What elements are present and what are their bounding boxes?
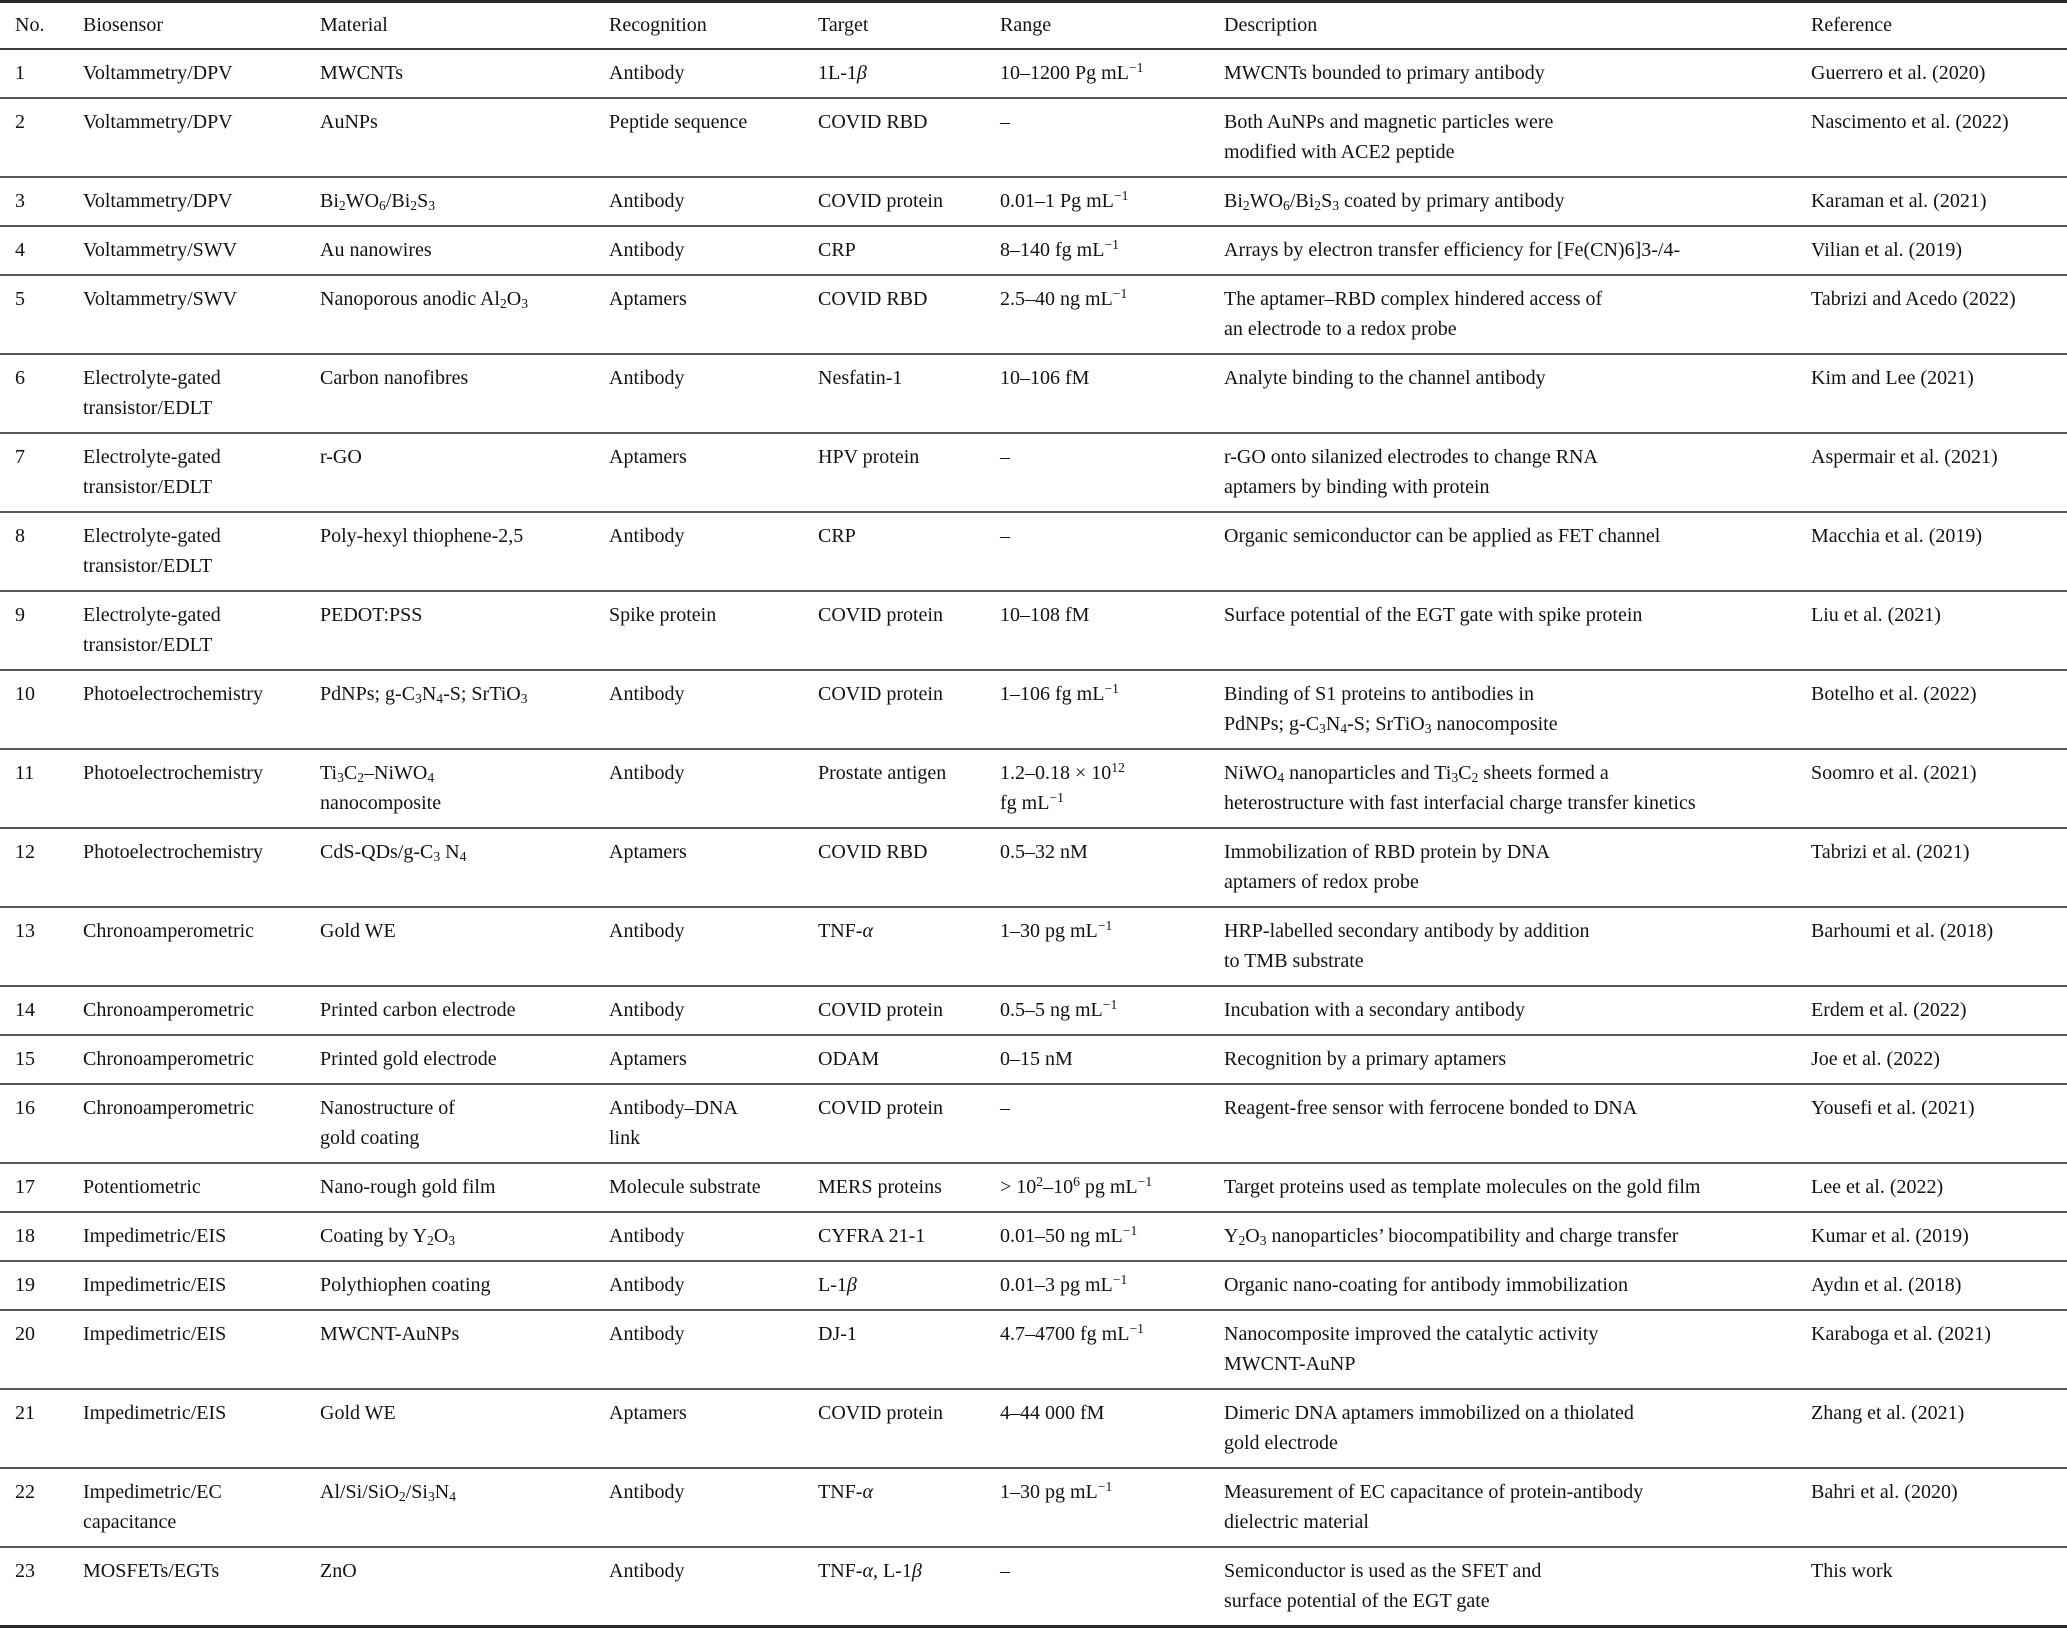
cell-range: 1–106 fg $mL^{-1}$ [1000,681,1119,705]
cell-no: 18 [15,1225,35,1247]
cell-description: Analyte binding to the channel antibody [1224,367,1546,389]
column-header-no: No. [15,14,45,36]
table-row [0,828,2067,907]
cell-no: 16 [15,1097,35,1119]
cell-description: Both AuNPs and magnetic particles were modified with ACE2 peptide [1224,111,1554,163]
cell-no: 3 [15,190,25,212]
cell-biosensor: Chronoamperometric [83,1048,255,1070]
cell-biosensor: Impedimetric/EIS [83,1225,227,1247]
cell-material: MWCNT-AuNPs [320,1323,460,1345]
cell-range: 4.7–4700 fg $mL^{-1}$ [1000,1321,1144,1345]
cell-recognition: Antibody [609,1560,685,1582]
cell-no: 15 [15,1048,35,1070]
cell-material: Gold WE [320,920,396,942]
cell-no: 21 [15,1402,35,1424]
cell-target: COVID RBD [818,841,928,863]
cell-range: 10–1200 Pg $mL^{-1}$ [1000,60,1144,84]
cell-recognition: Antibody [609,525,685,547]
table-row [0,1547,2067,1627]
cell-recognition: Antibody–DNA link [609,1097,738,1149]
cell-range: 2.5–40 ng $mL^{-1}$ [1000,286,1128,310]
column-header-description: Description [1224,14,1318,36]
cell-no: 8 [15,525,25,547]
cell-range: – [1000,111,1010,133]
cell-reference: Guerrero et al. (2020) [1811,62,1986,84]
table-row [0,98,2067,177]
cell-target: L-1β [818,1274,857,1296]
table-row [0,433,2067,512]
cell-range: 0.01–1 Pg $mL^{-1}$ [1000,188,1129,212]
cell-reference: Bahri et al. (2020) [1811,1481,1958,1503]
cell-biosensor: Photoelectrochemistry [83,762,263,784]
cell-reference: Zhang et al. (2021) [1811,1402,1965,1424]
column-header-material: Material [320,14,388,36]
table-row [0,1389,2067,1468]
cell-material: AuNPs [320,111,378,133]
cell-description: HRP-labelled secondary antibody by addition to TMB substrate [1224,920,1590,972]
cell-recognition: Antibody [609,1323,685,1345]
cell-material: CdS-$QDs/g-C_3$ $N_4$ [320,841,467,864]
cell-range: 1–30 pg $mL^{-1}$ [1000,918,1113,942]
cell-description: Immobilization of RBD protein by DNA aptamers of redox probe [1224,841,1551,893]
cell-recognition: Antibody [609,1274,685,1296]
cell-no: 23 [15,1560,35,1582]
table-body [0,49,2067,1627]
cell-recognition: Antibody [609,683,685,705]
cell-recognition: Aptamers [609,1402,687,1424]
cell-target: COVID protein [818,683,943,705]
cell-range: – [1000,1560,1010,1582]
cell-no: 20 [15,1323,35,1345]
cell-material: Polythiophen coating [320,1274,491,1296]
cell-description: Organic semiconductor can be applied as FET channel [1224,525,1661,547]
cell-material: Printed gold electrode [320,1048,497,1070]
cell-target: TNF-α, L-1β [818,1560,922,1582]
cell-reference: Aspermair et al. (2021) [1811,446,1998,468]
cell-description: r-GO onto silanized electrodes to change RNA aptamers by binding with protein [1224,446,1598,498]
cell-no: 9 [15,604,25,626]
cell-biosensor: Chronoamperometric [83,920,255,942]
cell-no: 12 [15,841,35,863]
cell-material: Printed carbon electrode [320,999,516,1021]
cell-biosensor: Electrolyte-gated transistor/EDLT [83,367,221,419]
cell-biosensor: Impedimetric/EIS [83,1402,227,1424]
cell-range: $1.2-0.18 \times 10^{12}$ fg $mL^{-1}$ [1000,760,1125,814]
cell-description: NiWO$_4$ nanoparticles and $Ti_3C_2$ sheets formed a heterostructure with fast interfacial charge transfer kinetics [1224,762,1696,814]
cell-target: COVID protein [818,604,943,626]
cell-range: 0.01–50 ng $mL^{-1}$ [1000,1223,1138,1247]
cell-target: Nesfatin-1 [818,367,903,389]
cell-reference: Lee et al. (2022) [1811,1176,1944,1198]
cell-biosensor: Potentiometric [83,1176,201,1198]
cell-recognition: Aptamers [609,446,687,468]
cell-no: 22 [15,1481,35,1503]
cell-reference: Tabrizi et al. (2021) [1811,841,1970,863]
cell-biosensor: Photoelectrochemistry [83,683,263,705]
cell-recognition: Antibody [609,1225,685,1247]
cell-target: Prostate antigen [818,762,947,784]
cell-reference: Soomro et al. (2021) [1811,762,1977,784]
cell-material: PdNPs; $g-C_3N_4-S$; SrTiO$_3$ [320,683,528,706]
cell-material: $Al/Si/SiO_2/Si_3N_4$ [320,1481,457,1504]
cell-reference: Aydın et al. (2018) [1811,1274,1962,1296]
cell-description: Recognition by a primary aptamers [1224,1048,1507,1070]
cell-target: COVID RBD [818,288,928,310]
cell-reference: Karaboga et al. (2021) [1811,1323,1991,1345]
cell-recognition: Antibody [609,190,685,212]
table-row [0,1310,2067,1389]
table-row [0,1212,2067,1261]
table-row [0,354,2067,433]
table-row [0,49,2067,98]
cell-material: Au nanowires [320,239,432,261]
table-row [0,177,2067,226]
cell-no: 14 [15,999,35,1021]
cell-reference: Tabrizi and Acedo (2022) [1811,288,2016,310]
cell-description: Nanocomposite improved the catalytic activity MWCNT-AuNP [1224,1323,1599,1375]
cell-target: TNF-α [818,1481,873,1503]
column-header-range: Range [1000,14,1052,36]
cell-target: COVID RBD [818,111,928,133]
cell-recognition: Antibody [609,62,685,84]
cell-material: Carbon nanofibres [320,367,469,389]
cell-description: Semiconductor is used as the SFET and surface potential of the EGT gate [1224,1560,1542,1612]
cell-reference: Joe et al. (2022) [1811,1048,1940,1070]
column-header-target: Target [818,14,869,36]
cell-target: CRP [818,525,856,547]
cell-range: 10–108 fM [1000,604,1090,626]
table-row [0,512,2067,591]
cell-recognition: Antibody [609,367,685,389]
cell-description: $Bi_2WO_6/Bi_2S_3$ coated by primary antibody [1224,190,1565,213]
cell-reference: Barhoumi et al. (2018) [1811,920,1994,942]
cell-biosensor: Voltammetry/SWV [83,239,238,261]
cell-description: MWCNTs bounded to primary antibody [1224,62,1545,84]
cell-range: 1–30 pg $mL^{-1}$ [1000,1479,1113,1503]
table-row [0,670,2067,749]
column-header-biosensor: Biosensor [83,14,163,36]
cell-target: COVID protein [818,190,943,212]
cell-no: 19 [15,1274,35,1296]
cell-description: Arrays by electron transfer efficiency for [Fe(CN)6]3-/4- [1224,239,1681,261]
cell-reference: Yousefi et al. (2021) [1811,1097,1975,1119]
cell-recognition: Aptamers [609,288,687,310]
cell-target: HPV protein [818,446,920,468]
cell-biosensor: Impedimetric/EIS [83,1274,227,1296]
cell-range: > $10^2-10^6$ pg $mL^{-1}$ [1000,1174,1153,1198]
cell-range: 0.5–32 nM [1000,841,1088,863]
header-row [0,2,2067,50]
table-row [0,1468,2067,1547]
cell-material: Nanostructure of gold coating [320,1097,455,1149]
cell-material: Gold WE [320,1402,396,1424]
cell-no: 7 [15,446,25,468]
table-row [0,275,2067,354]
table-row [0,986,2067,1035]
cell-range: 0.01–3 pg $mL^{-1}$ [1000,1272,1128,1296]
cell-reference: Macchia et al. (2019) [1811,525,1983,547]
cell-recognition: Antibody [609,1481,685,1503]
cell-no: 13 [15,920,35,942]
cell-description: Target proteins used as template molecules on the gold film [1224,1176,1701,1198]
cell-target: COVID protein [818,1402,943,1424]
cell-target: DJ-1 [818,1323,857,1345]
cell-recognition: Molecule substrate [609,1176,761,1198]
cell-target: CYFRA 21-1 [818,1225,926,1247]
cell-description: Reagent-free sensor with ferrocene bonded to DNA [1224,1097,1638,1119]
cell-biosensor: Chronoamperometric [83,999,255,1021]
cell-material: Poly-hexyl thiophene-2,5 [320,525,524,547]
cell-material: $Bi_2WO_6/Bi_2S_3$ [320,190,435,213]
cell-biosensor: Voltammetry/DPV [83,111,233,133]
cell-biosensor: MOSFETs/EGTs [83,1560,220,1582]
cell-reference: Kim and Lee (2021) [1811,367,1974,389]
cell-range: 0.5–5 ng $mL^{-1}$ [1000,997,1118,1021]
cell-no: 4 [15,239,25,261]
cell-reference: Nascimento et al. (2022) [1811,111,2009,133]
cell-reference: Karaman et al. (2021) [1811,190,1987,212]
cell-reference: Botelho et al. (2022) [1811,683,1977,705]
cell-recognition: Antibody [609,762,685,784]
cell-biosensor: Photoelectrochemistry [83,841,263,863]
cell-reference: Liu et al. (2021) [1811,604,1941,626]
table-row [0,1035,2067,1084]
cell-biosensor: Voltammetry/SWV [83,288,238,310]
cell-biosensor: Voltammetry/DPV [83,190,233,212]
cell-recognition: Antibody [609,239,685,261]
table-row [0,591,2067,670]
table-row [0,749,2067,828]
cell-range: 8–140 fg $mL^{-1}$ [1000,237,1119,261]
cell-range: 4–44 000 fM [1000,1402,1105,1424]
cell-biosensor: Electrolyte-gated transistor/EDLT [83,604,221,656]
cell-target: COVID protein [818,999,943,1021]
cell-description: Incubation with a secondary antibody [1224,999,1526,1021]
table-row [0,226,2067,275]
cell-description: The aptamer–RBD complex hindered access of an electrode to a redox probe [1224,288,1603,340]
cell-recognition: Antibody [609,999,685,1021]
cell-description: Organic nano-coating for antibody immobilization [1224,1274,1628,1296]
table-row [0,1163,2067,1212]
cell-no: 5 [15,288,25,310]
cell-material: Nanoporous anodic $Al_2O_3$ [320,288,529,311]
cell-no: 17 [15,1176,35,1198]
cell-material: r-GO [320,446,362,468]
cell-material: Coating by $Y_2O_3$ [320,1225,456,1248]
cell-biosensor: Electrolyte-gated transistor/EDLT [83,525,221,577]
cell-description: Surface potential of the EGT gate with spike protein [1224,604,1643,626]
cell-biosensor: Chronoamperometric [83,1097,255,1119]
cell-recognition: Peptide sequence [609,111,748,133]
cell-description: $Y_2O_3$ nanoparticles’ biocompatibility and charge transfer [1224,1225,1679,1248]
cell-recognition: Spike protein [609,604,717,626]
cell-material: ZnO [320,1560,357,1582]
table-row [0,907,2067,986]
cell-no: 1 [15,62,25,84]
cell-recognition: Antibody [609,920,685,942]
cell-description: Binding of S1 proteins to antibodies in PdNPs; $g-C_3N_4-S$; SrTiO$_3$ nanocomposite [1224,683,1558,736]
cell-reference: Erdem et al. (2022) [1811,999,1967,1021]
cell-biosensor: Voltammetry/DPV [83,62,233,84]
cell-no: 10 [15,683,35,705]
table-header [0,2,2067,50]
cell-no: 11 [15,762,35,784]
cell-target: CRP [818,239,856,261]
cell-material: MWCNTs [320,62,404,84]
cell-range: – [1000,446,1010,468]
cell-target: TNF-α [818,920,873,942]
cell-material: PEDOT:PSS [320,604,423,626]
table-row [0,1261,2067,1310]
cell-target: COVID protein [818,1097,943,1119]
cell-target: 1L-1β [818,62,867,84]
cell-range: 10–106 fM [1000,367,1090,389]
cell-no: 2 [15,111,25,133]
cell-range: 0–15 nM [1000,1048,1073,1070]
cell-reference: This work [1811,1560,1893,1582]
cell-range: – [1000,525,1010,547]
cell-biosensor: Electrolyte-gated transistor/EDLT [83,446,221,498]
column-header-reference: Reference [1811,14,1893,36]
cell-biosensor: Impedimetric/EC capacitance [83,1481,222,1533]
table-row [0,1084,2067,1163]
cell-range: – [1000,1097,1010,1119]
cell-material: $Ti_3C_2-NiWO_4$ nanocomposite [320,762,442,814]
cell-reference: Vilian et al. (2019) [1811,239,1962,261]
cell-no: 6 [15,367,25,389]
cell-reference: Kumar et al. (2019) [1811,1225,1969,1247]
cell-recognition: Aptamers [609,1048,687,1070]
cell-biosensor: Impedimetric/EIS [83,1323,227,1345]
cell-description: Measurement of EC capacitance of protein-antibody dielectric material [1224,1481,1644,1533]
cell-recognition: Aptamers [609,841,687,863]
cell-target: ODAM [818,1048,880,1070]
cell-target: MERS proteins [818,1176,942,1198]
cell-description: Dimeric DNA aptamers immobilized on a thiolated gold electrode [1224,1402,1634,1454]
cell-material: Nano-rough gold film [320,1176,496,1198]
column-header-recognition: Recognition [609,14,707,36]
